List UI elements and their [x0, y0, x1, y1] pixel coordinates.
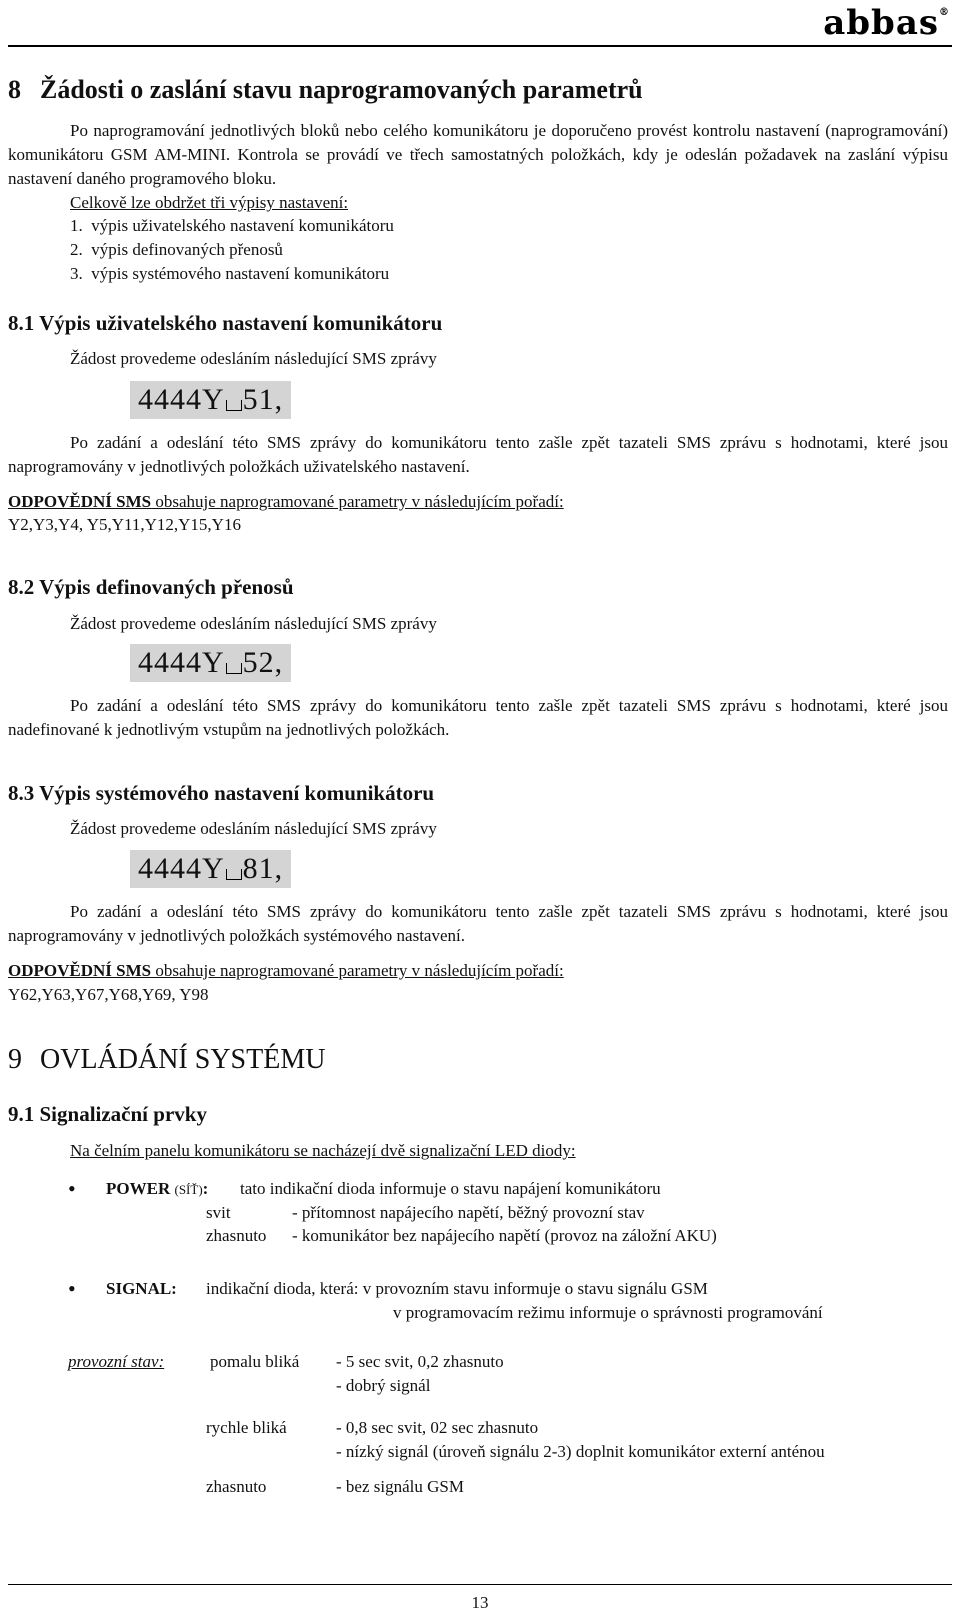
brand-logo: abbas® [823, 3, 950, 43]
space-symbol-icon [226, 869, 242, 880]
signal-led-desc-2: v programovacím režimu informuje o správnosti programování [393, 1303, 823, 1322]
section-8-1-body: Po zadání a odeslání této SMS zprávy do komunikátoru tento zašle zpět tazateli SMS zprávu s hodnotami, které jsou naprogramovány v jednotlivých položkách uživatelského nastavení. [8, 433, 948, 476]
state-off-key: zhasnuto [206, 1477, 267, 1496]
state-slow-blink-key: pomalu bliká [210, 1352, 300, 1371]
list-item: 1. výpis uživatelského nastavení komunikátoru [70, 216, 394, 235]
bullet-icon: • [68, 1176, 76, 1201]
list-item: 2. výpis definovaných přenosů [70, 240, 283, 259]
section-8-1-heading: 8.1 Výpis uživatelského nastavení komunikátoru [8, 311, 443, 335]
state-fast-blink-key: rychle bliká [206, 1418, 287, 1437]
sms-code-52: 4444Y 52, [130, 644, 291, 682]
section-8-heading: 8 Žádosti o zaslání stavu naprogramovaných parametrů [8, 75, 643, 104]
section-8-total: Celkově lze obdržet tři výpisy nastavení: [70, 193, 349, 212]
section-8-2-request: Žádost provedeme odesláním následující SMS zprávy [70, 614, 437, 633]
power-state-row: zhasnuto - komunikátor bez napájecího napětí (provoz na záložní AKU) [206, 1226, 717, 1245]
state-slow-blink-value: - 5 sec svit, 0,2 zhasnuto - dobrý signál [336, 1352, 504, 1395]
sms-code-51: 4444Y 51, [130, 381, 291, 419]
section-8-3-request: Žádost provedeme odesláním následující SMS zprávy [70, 819, 437, 838]
section-8-3-params: Y62,Y63,Y67,Y68,Y69, Y98 [8, 985, 209, 1004]
signal-led-desc-1: indikační dioda, která: v provozním stavu informuje o stavu signálu GSM [206, 1279, 708, 1298]
section-8-3-body: Po zadání a odeslání této SMS zprávy do komunikátoru tento zašle zpět tazateli SMS zprávu s hodnotami, které jsou naprogramovány v jednotlivých položkách systémového nastavení. [8, 902, 948, 945]
sms-code-81: 4444Y 81, [130, 850, 291, 888]
section-8-1-request: Žádost provedeme odesláním následující SMS zprávy [70, 349, 437, 368]
section-9-1-intro: Na čelním panelu komunikátoru se nacházejí dvě signalizační LED diody: [70, 1141, 576, 1160]
footer-rule [8, 1584, 952, 1585]
power-led-label: POWER (SÍŤ): [106, 1179, 209, 1198]
state-fast-blink-value: - 0,8 sec svit, 02 sec zhasnuto - nízký signál (úroveň signálu 2-3) doplnit komunikátor externí anténou [336, 1418, 825, 1461]
list-item: 3. výpis systémového nastavení komunikátoru [70, 264, 390, 283]
section-8-3-response: ODPOVĚDNÍ SMS obsahuje naprogramované parametry v následujícím pořadí: [8, 961, 564, 980]
operating-state-label: provozní stav: [68, 1352, 165, 1371]
space-symbol-icon [226, 663, 242, 674]
section-9-1-heading: 9.1 Signalizační prvky [8, 1102, 207, 1126]
section-9-heading: 9 OVLÁDÁNÍ SYSTÉMU [8, 1044, 326, 1075]
power-led-desc: tato indikační dioda informuje o stavu napájení komunikátoru [240, 1179, 661, 1198]
space-symbol-icon [226, 400, 242, 411]
section-8-3-heading: 8.3 Výpis systémového nastavení komunikátoru [8, 781, 435, 805]
section-8-2-body: Po zadání a odeslání této SMS zprávy do komunikátoru tento zašle zpět tazateli SMS zprávu s hodnotami, které jsou nadefinované k jednotlivým vstupům na jednotlivých položkách. [8, 696, 948, 739]
power-state-row: svit - přítomnost napájecího napětí, běžný provozní stav [206, 1203, 645, 1222]
page-number: 13 [471, 1593, 489, 1612]
section-8-1-response: ODPOVĚDNÍ SMS obsahuje naprogramované parametry v následujícím pořadí: [8, 492, 564, 511]
header-rule [8, 45, 952, 47]
state-off-value: - bez signálu GSM [336, 1477, 464, 1496]
section-8-list [70, 214, 394, 286]
bullet-icon: • [68, 1276, 76, 1301]
section-8-2-heading: 8.2 Výpis definovaných přenosů [8, 575, 294, 599]
signal-led-label: SIGNAL: [106, 1279, 177, 1298]
section-8-intro: Po naprogramování jednotlivých bloků nebo celého komunikátoru je doporučeno provést kontrolu nastavení (naprogramování) komunikátoru GSM AM-MINI. Kontrola se provádí ve třech samostatných položkách, kdy je odeslán požadavek na zaslání výpisu nastavení daného programového bloku. [8, 121, 948, 188]
section-8-1-params: Y2,Y3,Y4, Y5,Y11,Y12,Y15,Y16 [8, 515, 241, 534]
